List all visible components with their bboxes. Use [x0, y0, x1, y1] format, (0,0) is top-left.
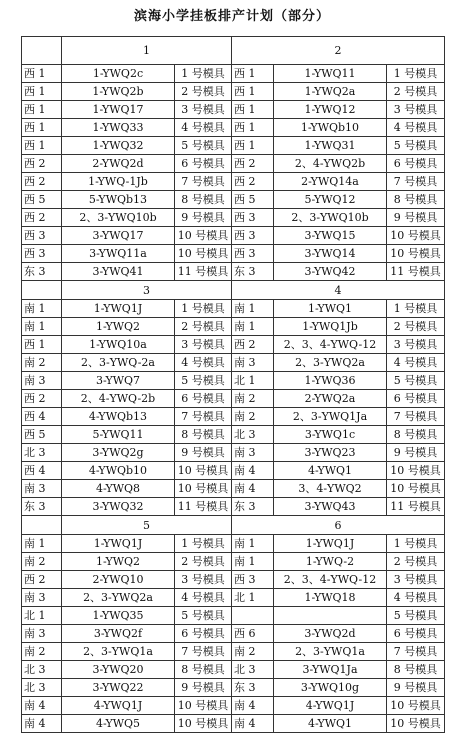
location-cell: 东 3: [232, 679, 274, 697]
location-cell: 西 1: [22, 137, 62, 155]
location-cell: 西 5: [22, 191, 62, 209]
panel-code-cell: 3-YWQ14: [274, 245, 387, 263]
location-cell: 南 1: [22, 318, 62, 336]
table-row: [22, 354, 445, 372]
location-cell: 西 1: [232, 101, 274, 119]
panel-code-cell: 3-YWQ43: [274, 498, 387, 516]
table-row: [22, 408, 445, 426]
section-number-left: 1: [62, 37, 232, 65]
panel-code-cell: 2-YWQ14a: [274, 173, 387, 191]
mold-cell: 11 号模具: [387, 498, 445, 516]
mold-cell: 1 号模具: [387, 65, 445, 83]
panel-code-cell: 5-YWQb13: [62, 191, 175, 209]
mold-cell: 2 号模具: [387, 553, 445, 571]
location-cell: 南 4: [22, 697, 62, 715]
mold-cell: 1 号模具: [175, 65, 232, 83]
panel-code-cell: 1-YWQb10: [274, 119, 387, 137]
table-row: [22, 263, 445, 281]
location-cell: 西 2: [22, 209, 62, 227]
location-cell: 北 1: [232, 372, 274, 390]
location-cell: 南 2: [22, 643, 62, 661]
location-cell: 南 1: [232, 300, 274, 318]
panel-code-cell: 3-YWQ11a: [62, 245, 175, 263]
location-cell: 西 3: [232, 209, 274, 227]
panel-code-cell: 4-YWQ1J: [274, 697, 387, 715]
section-header-blank: [22, 37, 62, 65]
panel-code-cell: 2、3-YWQ-2a: [62, 354, 175, 372]
production-schedule-table: [21, 36, 445, 733]
table-row: [22, 137, 445, 155]
table-row: [22, 318, 445, 336]
mold-cell: 10 号模具: [175, 480, 232, 498]
location-cell: 南 2: [22, 553, 62, 571]
panel-code-cell: 2、3、4-YWQ-12: [274, 571, 387, 589]
panel-code-cell: 2-YWQ2a: [274, 390, 387, 408]
location-cell: 西 1: [22, 101, 62, 119]
location-cell: 南 3: [232, 354, 274, 372]
section-number-left: 3: [62, 281, 232, 300]
mold-cell: 3 号模具: [175, 336, 232, 354]
panel-code-cell: 2-YWQ10: [62, 571, 175, 589]
location-cell: 南 1: [232, 553, 274, 571]
mold-cell: 7 号模具: [175, 173, 232, 191]
mold-cell: 6 号模具: [175, 625, 232, 643]
panel-code-cell: 1-YWQ35: [62, 607, 175, 625]
location-cell: 南 3: [22, 480, 62, 498]
mold-cell: 10 号模具: [387, 697, 445, 715]
location-cell: 南 2: [232, 390, 274, 408]
location-cell: [232, 607, 274, 625]
mold-cell: 3 号模具: [175, 101, 232, 119]
section-number-right: 4: [232, 281, 445, 300]
mold-cell: 5 号模具: [387, 137, 445, 155]
panel-code-cell: 1-YWQ31: [274, 137, 387, 155]
panel-code-cell: 3-YWQ17: [62, 227, 175, 245]
location-cell: 南 4: [232, 715, 274, 733]
table-row: [22, 480, 445, 498]
mold-cell: 7 号模具: [387, 408, 445, 426]
panel-code-cell: 1-YWQ2a: [274, 83, 387, 101]
mold-cell: 2 号模具: [175, 553, 232, 571]
panel-code-cell: 2、3、4-YWQ-12: [274, 336, 387, 354]
panel-code-cell: 3-YWQ2f: [62, 625, 175, 643]
panel-code-cell: 2、3-YWQ2a: [274, 354, 387, 372]
table-row: [22, 553, 445, 571]
location-cell: 南 2: [232, 408, 274, 426]
mold-cell: 7 号模具: [387, 643, 445, 661]
panel-code-cell: 5-YWQ12: [274, 191, 387, 209]
panel-code-cell: 3-YWQ23: [274, 444, 387, 462]
mold-cell: 10 号模具: [387, 227, 445, 245]
mold-cell: 1 号模具: [175, 535, 232, 553]
mold-cell: 1 号模具: [387, 300, 445, 318]
section-header-row: [22, 516, 445, 535]
table-row: [22, 336, 445, 354]
location-cell: 南 1: [232, 535, 274, 553]
mold-cell: 4 号模具: [175, 354, 232, 372]
location-cell: 南 4: [22, 715, 62, 733]
location-cell: 西 2: [22, 155, 62, 173]
location-cell: 西 2: [22, 571, 62, 589]
section-header-blank: [22, 281, 62, 300]
table-row: [22, 227, 445, 245]
location-cell: 北 3: [232, 661, 274, 679]
mold-cell: 1 号模具: [175, 300, 232, 318]
panel-code-cell: 2、4-YWQ-2b: [62, 390, 175, 408]
mold-cell: 6 号模具: [387, 625, 445, 643]
mold-cell: 9 号模具: [387, 679, 445, 697]
panel-code-cell: 3、4-YWQ2: [274, 480, 387, 498]
table-row: [22, 390, 445, 408]
panel-code-cell: 1-YWQ12: [274, 101, 387, 119]
location-cell: 南 3: [22, 589, 62, 607]
table-row: [22, 83, 445, 101]
mold-cell: 9 号模具: [175, 679, 232, 697]
table-row: [22, 300, 445, 318]
panel-code-cell: 3-YWQ42: [274, 263, 387, 281]
section-header-blank: [22, 516, 62, 535]
mold-cell: 2 号模具: [175, 318, 232, 336]
panel-code-cell: 2、3-YWQ2a: [62, 589, 175, 607]
mold-cell: 4 号模具: [387, 589, 445, 607]
mold-cell: 2 号模具: [387, 318, 445, 336]
mold-cell: 9 号模具: [387, 209, 445, 227]
location-cell: 西 4: [22, 408, 62, 426]
panel-code-cell: 4-YWQ1: [274, 462, 387, 480]
mold-cell: 3 号模具: [387, 571, 445, 589]
table-row: [22, 498, 445, 516]
mold-cell: 6 号模具: [175, 155, 232, 173]
panel-code-cell: 1-YWQ36: [274, 372, 387, 390]
location-cell: 西 2: [232, 155, 274, 173]
mold-cell: 5 号模具: [175, 137, 232, 155]
mold-cell: 1 号模具: [387, 535, 445, 553]
panel-code-cell: 1-YWQ2b: [62, 83, 175, 101]
mold-cell: 8 号模具: [175, 661, 232, 679]
panel-code-cell: 3-YWQ41: [62, 263, 175, 281]
location-cell: 西 1: [22, 336, 62, 354]
location-cell: 南 1: [22, 535, 62, 553]
table-row: [22, 245, 445, 263]
location-cell: 南 1: [22, 300, 62, 318]
table-row: [22, 643, 445, 661]
table-row: [22, 191, 445, 209]
mold-cell: 8 号模具: [175, 191, 232, 209]
mold-cell: 10 号模具: [175, 245, 232, 263]
table-row: [22, 209, 445, 227]
location-cell: 西 2: [22, 173, 62, 191]
table-row: [22, 119, 445, 137]
location-cell: 北 3: [22, 679, 62, 697]
location-cell: 南 4: [232, 480, 274, 498]
panel-code-cell: 1-YWQ17: [62, 101, 175, 119]
mold-cell: 8 号模具: [175, 426, 232, 444]
mold-cell: 10 号模具: [387, 715, 445, 733]
panel-code-cell: 1-YWQ1J: [62, 535, 175, 553]
mold-cell: 9 号模具: [175, 209, 232, 227]
mold-cell: 8 号模具: [387, 426, 445, 444]
location-cell: 南 3: [232, 444, 274, 462]
panel-code-cell: 4-YWQ1: [274, 715, 387, 733]
location-cell: 西 3: [22, 227, 62, 245]
table-row: [22, 372, 445, 390]
panel-code-cell: 4-YWQ8: [62, 480, 175, 498]
panel-code-cell: 5-YWQ11: [62, 426, 175, 444]
panel-code-cell: 4-YWQb10: [62, 462, 175, 480]
panel-code-cell: 2、3-YWQ10b: [274, 209, 387, 227]
table-row: [22, 101, 445, 119]
panel-code-cell: 3-YWQ32: [62, 498, 175, 516]
location-cell: 西 1: [232, 137, 274, 155]
mold-cell: 10 号模具: [175, 715, 232, 733]
location-cell: 东 3: [22, 498, 62, 516]
table-row: [22, 535, 445, 553]
mold-cell: 5 号模具: [387, 607, 445, 625]
panel-code-cell: 1-YWQ1: [274, 300, 387, 318]
location-cell: 南 1: [232, 318, 274, 336]
panel-code-cell: 1-YWQ2: [62, 553, 175, 571]
location-cell: 西 1: [232, 83, 274, 101]
table-row: [22, 715, 445, 733]
location-cell: 东 3: [22, 263, 62, 281]
table-row: [22, 462, 445, 480]
location-cell: 西 1: [22, 119, 62, 137]
panel-code-cell: 1-YWQ18: [274, 589, 387, 607]
page-title: 滨海小学挂板排产计划（部分）: [133, 9, 330, 24]
mold-cell: 10 号模具: [175, 227, 232, 245]
location-cell: 西 2: [232, 173, 274, 191]
location-cell: 西 5: [232, 191, 274, 209]
location-cell: 南 3: [22, 625, 62, 643]
location-cell: 北 3: [232, 426, 274, 444]
table-row: [22, 65, 445, 83]
mold-cell: 10 号模具: [387, 462, 445, 480]
table-row: [22, 571, 445, 589]
location-cell: 东 3: [232, 498, 274, 516]
location-cell: 西 3: [232, 227, 274, 245]
mold-cell: 4 号模具: [175, 589, 232, 607]
panel-code-cell: 4-YWQ5: [62, 715, 175, 733]
panel-code-cell: 1-YWQ2c: [62, 65, 175, 83]
panel-code-cell: 4-YWQb13: [62, 408, 175, 426]
mold-cell: 4 号模具: [387, 354, 445, 372]
panel-code-cell: 1-YWQ-1Jb: [62, 173, 175, 191]
mold-cell: 3 号模具: [387, 101, 445, 119]
panel-code-cell: 3-YWQ10g: [274, 679, 387, 697]
panel-code-cell: 2、3-YWQ10b: [62, 209, 175, 227]
table-row: [22, 444, 445, 462]
panel-code-cell: 3-YWQ7: [62, 372, 175, 390]
location-cell: 北 3: [22, 661, 62, 679]
location-cell: 西 1: [232, 65, 274, 83]
panel-code-cell: 1-YWQ11: [274, 65, 387, 83]
mold-cell: 11 号模具: [387, 263, 445, 281]
panel-code-cell: 3-YWQ1c: [274, 426, 387, 444]
mold-cell: 10 号模具: [387, 245, 445, 263]
mold-cell: 6 号模具: [175, 390, 232, 408]
location-cell: 南 2: [232, 643, 274, 661]
panel-code-cell: [274, 607, 387, 625]
panel-code-cell: 2、3-YWQ1Ja: [274, 408, 387, 426]
panel-code-cell: 1-YWQ33: [62, 119, 175, 137]
section-header-row: [22, 37, 445, 65]
panel-code-cell: 1-YWQ32: [62, 137, 175, 155]
mold-cell: 8 号模具: [387, 191, 445, 209]
mold-cell: 5 号模具: [387, 372, 445, 390]
section-number-left: 5: [62, 516, 232, 535]
location-cell: 北 3: [22, 444, 62, 462]
mold-cell: 7 号模具: [175, 643, 232, 661]
panel-code-cell: 3-YWQ2d: [274, 625, 387, 643]
mold-cell: 3 号模具: [387, 336, 445, 354]
section-number-right: 2: [232, 37, 445, 65]
panel-code-cell: 1-YWQ-2: [274, 553, 387, 571]
section-header-row: [22, 281, 445, 300]
location-cell: 西 4: [22, 462, 62, 480]
location-cell: 西 5: [22, 426, 62, 444]
panel-code-cell: 2、4-YWQ2b: [274, 155, 387, 173]
location-cell: 东 3: [232, 263, 274, 281]
mold-cell: 11 号模具: [175, 498, 232, 516]
location-cell: 西 1: [232, 119, 274, 137]
panel-code-cell: 1-YWQ1J: [62, 300, 175, 318]
mold-cell: 11 号模具: [175, 263, 232, 281]
mold-cell: 6 号模具: [387, 155, 445, 173]
section-number-right: 6: [232, 516, 445, 535]
panel-code-cell: 1-YWQ10a: [62, 336, 175, 354]
location-cell: 西 1: [22, 83, 62, 101]
mold-cell: 10 号模具: [387, 480, 445, 498]
table-row: [22, 697, 445, 715]
location-cell: 西 2: [232, 336, 274, 354]
mold-cell: 5 号模具: [175, 372, 232, 390]
table-row: [22, 661, 445, 679]
panel-code-cell: 2、3-YWQ1a: [274, 643, 387, 661]
mold-cell: 8 号模具: [387, 661, 445, 679]
mold-cell: 10 号模具: [175, 697, 232, 715]
mold-cell: 4 号模具: [387, 119, 445, 137]
panel-code-cell: 4-YWQ1J: [62, 697, 175, 715]
mold-cell: 6 号模具: [387, 390, 445, 408]
panel-code-cell: 1-YWQ2: [62, 318, 175, 336]
mold-cell: 3 号模具: [175, 571, 232, 589]
panel-code-cell: 3-YWQ2g: [62, 444, 175, 462]
table-row: [22, 173, 445, 191]
mold-cell: 9 号模具: [175, 444, 232, 462]
mold-cell: 2 号模具: [175, 83, 232, 101]
panel-code-cell: 2-YWQ2d: [62, 155, 175, 173]
table-row: [22, 155, 445, 173]
location-cell: 南 3: [22, 372, 62, 390]
panel-code-cell: 3-YWQ15: [274, 227, 387, 245]
mold-cell: 7 号模具: [387, 173, 445, 191]
location-cell: 南 4: [232, 462, 274, 480]
mold-cell: 5 号模具: [175, 607, 232, 625]
panel-code-cell: 3-YWQ22: [62, 679, 175, 697]
mold-cell: 7 号模具: [175, 408, 232, 426]
panel-code-cell: 1-YWQ1J: [274, 535, 387, 553]
mold-cell: 10 号模具: [175, 462, 232, 480]
location-cell: 南 4: [232, 697, 274, 715]
table-row: [22, 607, 445, 625]
panel-code-cell: 2、3-YWQ1a: [62, 643, 175, 661]
table-row: [22, 426, 445, 444]
mold-cell: 4 号模具: [175, 119, 232, 137]
location-cell: 北 1: [232, 589, 274, 607]
location-cell: 南 2: [22, 354, 62, 372]
mold-cell: 9 号模具: [387, 444, 445, 462]
panel-code-cell: 1-YWQ1Jb: [274, 318, 387, 336]
location-cell: 西 2: [22, 390, 62, 408]
panel-code-cell: 3-YWQ20: [62, 661, 175, 679]
location-cell: 西 3: [232, 571, 274, 589]
location-cell: 西 3: [232, 245, 274, 263]
table-row: [22, 625, 445, 643]
location-cell: 西 6: [232, 625, 274, 643]
location-cell: 西 3: [22, 245, 62, 263]
table-row: [22, 589, 445, 607]
location-cell: 西 1: [22, 65, 62, 83]
mold-cell: 2 号模具: [387, 83, 445, 101]
location-cell: 北 1: [22, 607, 62, 625]
table-row: [22, 679, 445, 697]
panel-code-cell: 3-YWQ1Ja: [274, 661, 387, 679]
